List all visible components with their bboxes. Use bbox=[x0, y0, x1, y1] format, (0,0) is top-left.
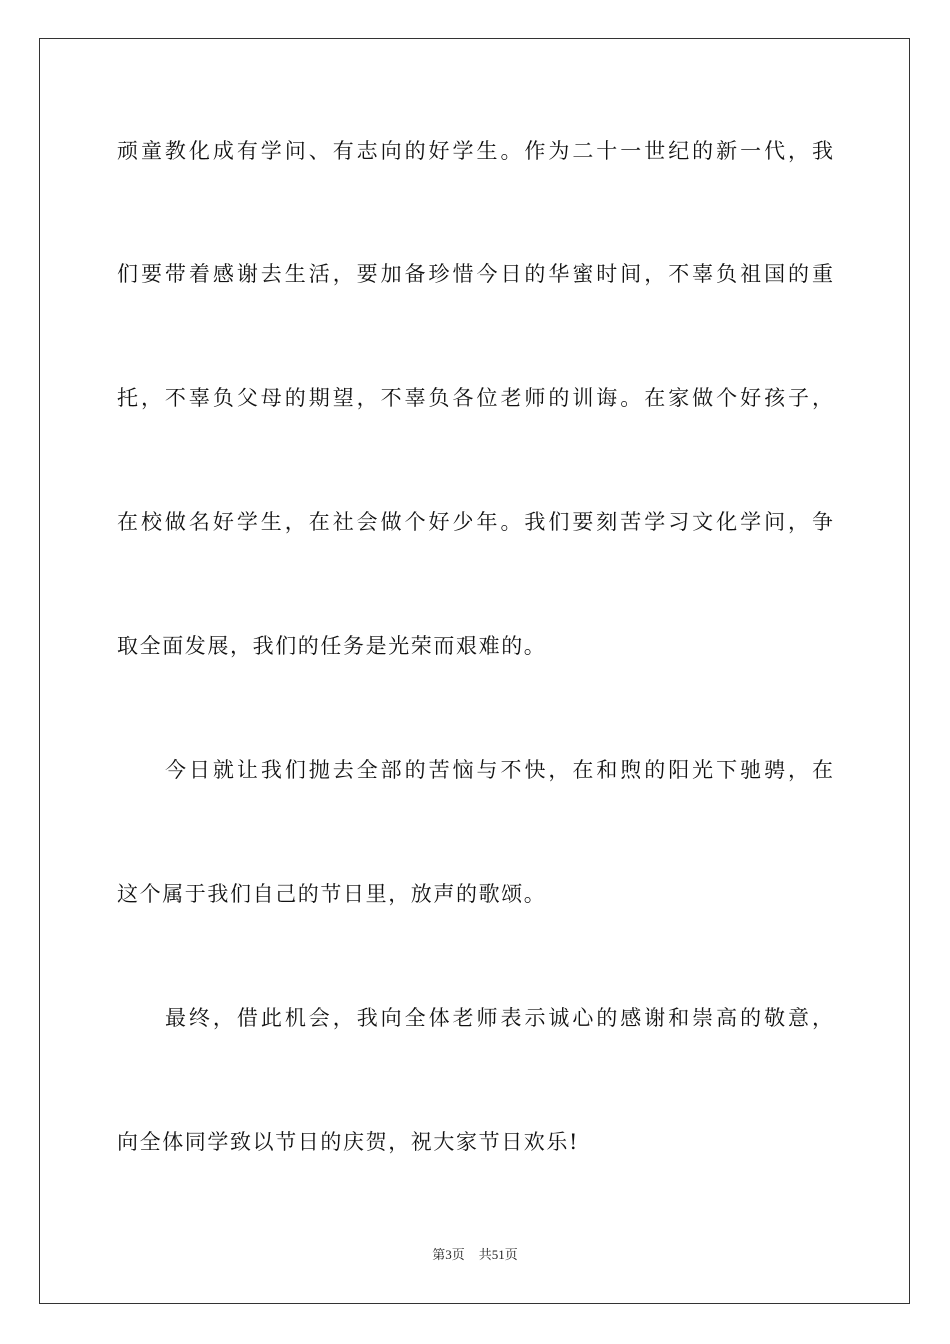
paragraph-line: 顽童教化成有学问、有志向的好学生。作为二十一世纪的新一代，我 bbox=[117, 139, 833, 163]
paragraph-line: 这个属于我们自己的节日里，放声的歌颂。 bbox=[117, 882, 547, 906]
page-total: 共51页 bbox=[478, 1247, 518, 1262]
paragraph-line: 最终，借此机会，我向全体老师表示诚心的感谢和崇高的敬意， bbox=[165, 1006, 833, 1030]
page-number: 第3页 bbox=[432, 1247, 465, 1262]
page-frame bbox=[39, 38, 910, 1304]
paragraph-line: 托，不辜负父母的期望，不辜负各位老师的训诲。在家做个好孩子， bbox=[117, 386, 833, 410]
paragraph-line: 向全体同学致以节日的庆贺，祝大家节日欢乐! bbox=[117, 1130, 580, 1154]
paragraph-line: 们要带着感谢去生活，要加备珍惜今日的华蜜时间，不辜负祖国的重 bbox=[117, 262, 833, 286]
paragraph-line: 取全面发展，我们的任务是光荣而艰难的。 bbox=[117, 634, 547, 658]
paragraph-line: 在校做名好学生，在社会做个好少年。我们要刻苦学习文化学问，争 bbox=[117, 510, 833, 534]
page-footer bbox=[0, 1246, 950, 1264]
paragraph-line: 今日就让我们抛去全部的苦恼与不快，在和煦的阳光下驰骋，在 bbox=[165, 758, 833, 782]
